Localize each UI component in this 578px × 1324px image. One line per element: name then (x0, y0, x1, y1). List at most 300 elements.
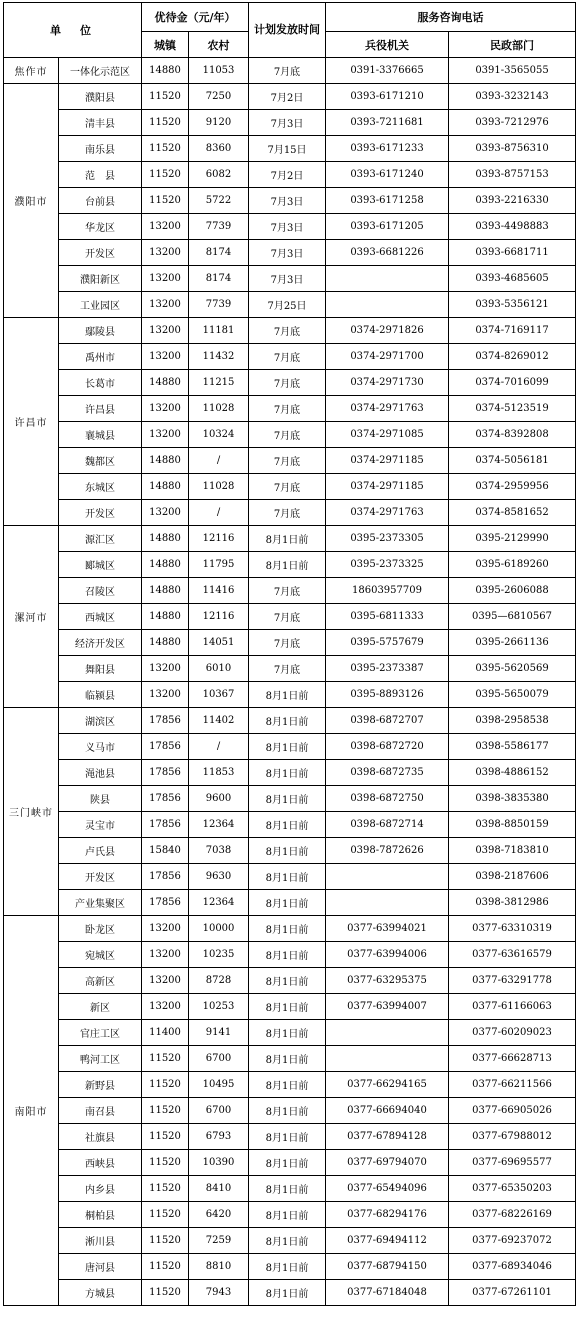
urban-allowance-cell: 11520 (142, 1280, 189, 1306)
district-cell: 经济开发区 (59, 630, 142, 656)
rural-allowance-cell: 11053 (189, 58, 249, 84)
rural-allowance-cell: 7038 (189, 838, 249, 864)
schedule-cell: 7月底 (249, 58, 326, 84)
district-cell: 宛城区 (59, 942, 142, 968)
table-row (4, 578, 576, 604)
district-cell: 开发区 (59, 864, 142, 890)
table-row (4, 1254, 576, 1280)
district-cell: 召陵区 (59, 578, 142, 604)
district-cell: 陕县 (59, 786, 142, 812)
military-phone-cell: 0398-7872626 (326, 838, 449, 864)
rural-allowance-cell: 11432 (189, 344, 249, 370)
rural-allowance-cell: 14051 (189, 630, 249, 656)
rural-allowance-cell: 11853 (189, 760, 249, 786)
urban-allowance-cell: 14880 (142, 552, 189, 578)
military-phone-cell (326, 864, 449, 890)
rural-allowance-cell: 11402 (189, 708, 249, 734)
urban-allowance-cell: 13200 (142, 994, 189, 1020)
urban-allowance-cell: 14880 (142, 578, 189, 604)
military-phone-cell: 0374-2971185 (326, 474, 449, 500)
schedule-cell: 7月3日 (249, 240, 326, 266)
district-cell: 湖滨区 (59, 708, 142, 734)
civil-phone-cell: 0393-4685605 (449, 266, 576, 292)
rural-allowance-cell: 7739 (189, 292, 249, 318)
rural-allowance-cell: 8410 (189, 1176, 249, 1202)
rural-allowance-cell: 9630 (189, 864, 249, 890)
city-cell: 许昌市 (4, 318, 59, 526)
table-row (4, 474, 576, 500)
schedule-cell: 8月1日前 (249, 864, 326, 890)
table-row (4, 422, 576, 448)
schedule-cell: 7月底 (249, 656, 326, 682)
military-phone-cell: 0377-69494112 (326, 1228, 449, 1254)
military-phone-cell: 0393-6171233 (326, 136, 449, 162)
civil-phone-cell: 0398-4886152 (449, 760, 576, 786)
military-phone-cell: 0398-6872735 (326, 760, 449, 786)
civil-phone-cell: 0374-5056181 (449, 448, 576, 474)
military-phone-cell: 0374-2971763 (326, 500, 449, 526)
military-phone-cell: 0377-66694040 (326, 1098, 449, 1124)
rural-allowance-cell: 11416 (189, 578, 249, 604)
civil-phone-cell: 0398-5586177 (449, 734, 576, 760)
rural-allowance-cell: 8360 (189, 136, 249, 162)
district-cell: 工业园区 (59, 292, 142, 318)
civil-phone-cell: 0395-5650079 (449, 682, 576, 708)
military-phone-cell: 0393-7211681 (326, 110, 449, 136)
civil-phone-cell: 0374-8581652 (449, 500, 576, 526)
civil-phone-cell: 0393-5356121 (449, 292, 576, 318)
military-phone-cell: 0377-63994006 (326, 942, 449, 968)
table-row (4, 292, 576, 318)
urban-allowance-cell: 11520 (142, 1254, 189, 1280)
urban-allowance-cell: 13200 (142, 656, 189, 682)
city-cell: 三门峡市 (4, 708, 59, 916)
civil-phone-cell: 0377-68226169 (449, 1202, 576, 1228)
district-cell: 高新区 (59, 968, 142, 994)
rural-header: 农村 (189, 32, 249, 58)
rural-allowance-cell: 7259 (189, 1228, 249, 1254)
rural-allowance-cell: / (189, 448, 249, 474)
table-row (4, 656, 576, 682)
unit-header: 单 位 (4, 3, 142, 58)
military-phone-cell: 0395-8893126 (326, 682, 449, 708)
urban-allowance-cell: 11520 (142, 1124, 189, 1150)
schedule-cell: 8月1日前 (249, 682, 326, 708)
urban-allowance-cell: 13200 (142, 916, 189, 942)
civil-phone-cell: 0393-8756310 (449, 136, 576, 162)
military-phone-cell: 0398-6872707 (326, 708, 449, 734)
civil-phone-cell: 0377-60209023 (449, 1020, 576, 1046)
district-cell: 台前县 (59, 188, 142, 214)
district-cell: 灵宝市 (59, 812, 142, 838)
rural-allowance-cell: 11181 (189, 318, 249, 344)
district-cell: 西城区 (59, 604, 142, 630)
table-row (4, 1202, 576, 1228)
rural-allowance-cell: 10000 (189, 916, 249, 942)
urban-allowance-cell: 13200 (142, 968, 189, 994)
schedule-cell: 8月1日前 (249, 968, 326, 994)
urban-allowance-cell: 11520 (142, 1228, 189, 1254)
rural-allowance-cell: 6700 (189, 1046, 249, 1072)
military-phone-cell: 0395-5757679 (326, 630, 449, 656)
urban-allowance-cell: 11520 (142, 1202, 189, 1228)
military-phone-cell: 0374-2971085 (326, 422, 449, 448)
table-body (4, 58, 576, 1306)
urban-allowance-cell: 13200 (142, 942, 189, 968)
urban-allowance-cell: 13200 (142, 682, 189, 708)
schedule-cell: 8月1日前 (249, 1020, 326, 1046)
military-phone-cell: 0377-63295375 (326, 968, 449, 994)
schedule-cell: 8月1日前 (249, 812, 326, 838)
civil-phone-cell: 0377-69237072 (449, 1228, 576, 1254)
district-cell: 华龙区 (59, 214, 142, 240)
district-cell: 一体化示范区 (59, 58, 142, 84)
table-row (4, 1176, 576, 1202)
military-phone-cell: 0395-2373325 (326, 552, 449, 578)
rural-allowance-cell: 9141 (189, 1020, 249, 1046)
urban-allowance-cell: 13200 (142, 396, 189, 422)
urban-allowance-cell: 13200 (142, 266, 189, 292)
city-cell: 南阳市 (4, 916, 59, 1306)
city-cell: 焦作市 (4, 58, 59, 84)
military-phone-cell: 0374-2971763 (326, 396, 449, 422)
table-row (4, 760, 576, 786)
urban-allowance-cell: 13200 (142, 240, 189, 266)
table-row (4, 942, 576, 968)
schedule-header: 计划发放时间 (249, 3, 326, 58)
district-cell: 官庄工区 (59, 1020, 142, 1046)
civil-phone-cell: 0377-66905026 (449, 1098, 576, 1124)
civil-phone-cell: 0398-8850159 (449, 812, 576, 838)
district-cell: 舞阳县 (59, 656, 142, 682)
urban-allowance-cell: 15840 (142, 838, 189, 864)
civil-phone-cell: 0398-2187606 (449, 864, 576, 890)
district-cell: 源汇区 (59, 526, 142, 552)
table-row (4, 1046, 576, 1072)
civil-phone-cell: 0377-67261101 (449, 1280, 576, 1306)
rural-allowance-cell: 8728 (189, 968, 249, 994)
schedule-cell: 8月1日前 (249, 1280, 326, 1306)
rural-allowance-cell: / (189, 734, 249, 760)
military-phone-cell: 0395-2373305 (326, 526, 449, 552)
table-row (4, 708, 576, 734)
urban-allowance-cell: 13200 (142, 292, 189, 318)
civil-phone-cell: 0395—6810567 (449, 604, 576, 630)
military-phone-cell: 0377-67184048 (326, 1280, 449, 1306)
table-row (4, 370, 576, 396)
table-row (4, 838, 576, 864)
district-cell: 南乐县 (59, 136, 142, 162)
schedule-cell: 7月底 (249, 318, 326, 344)
table-row (4, 1098, 576, 1124)
civil-phone-cell: 0395-2129990 (449, 526, 576, 552)
civil-phone-cell: 0398-2958538 (449, 708, 576, 734)
district-cell: 长葛市 (59, 370, 142, 396)
district-cell: 内乡县 (59, 1176, 142, 1202)
district-cell: 卧龙区 (59, 916, 142, 942)
urban-allowance-cell: 14880 (142, 630, 189, 656)
civil-phone-cell: 0391-3565055 (449, 58, 576, 84)
table-row (4, 448, 576, 474)
allowance-header: 优待金（元/年） (142, 3, 249, 32)
military-phone-cell (326, 1020, 449, 1046)
table-row (4, 58, 576, 84)
urban-allowance-cell: 17856 (142, 864, 189, 890)
schedule-cell: 7月底 (249, 422, 326, 448)
civil-phone-cell: 0374-7016099 (449, 370, 576, 396)
rural-allowance-cell: 9600 (189, 786, 249, 812)
table-row (4, 214, 576, 240)
rural-allowance-cell: 10367 (189, 682, 249, 708)
district-cell: 义马市 (59, 734, 142, 760)
military-phone-cell (326, 292, 449, 318)
urban-allowance-cell: 17856 (142, 812, 189, 838)
military-phone-cell: 0391-3376665 (326, 58, 449, 84)
district-cell: 濮阳县 (59, 84, 142, 110)
rural-allowance-cell: 10390 (189, 1150, 249, 1176)
district-cell: 卢氏县 (59, 838, 142, 864)
urban-allowance-cell: 17856 (142, 890, 189, 916)
rural-allowance-cell: 12364 (189, 890, 249, 916)
rural-allowance-cell: 6700 (189, 1098, 249, 1124)
civil-phone-cell: 0377-61166063 (449, 994, 576, 1020)
table-row (4, 968, 576, 994)
district-cell: 唐河县 (59, 1254, 142, 1280)
rural-allowance-cell: 6010 (189, 656, 249, 682)
schedule-cell: 7月底 (249, 474, 326, 500)
rural-allowance-cell: 11215 (189, 370, 249, 396)
military-phone-cell: 0377-63994021 (326, 916, 449, 942)
urban-allowance-cell: 11520 (142, 1072, 189, 1098)
rural-allowance-cell: / (189, 500, 249, 526)
military-phone-cell: 0393-6171240 (326, 162, 449, 188)
civil-phone-cell: 0377-67988012 (449, 1124, 576, 1150)
military-phone-cell (326, 1046, 449, 1072)
district-cell: 郾城区 (59, 552, 142, 578)
civil-phone-cell: 0377-66628713 (449, 1046, 576, 1072)
civil-phone-cell: 0398-3812986 (449, 890, 576, 916)
city-cell: 漯河市 (4, 526, 59, 708)
table-row (4, 110, 576, 136)
table-row (4, 916, 576, 942)
civil-affairs-header: 民政部门 (449, 32, 576, 58)
schedule-cell: 8月1日前 (249, 552, 326, 578)
military-phone-cell: 0398-6872714 (326, 812, 449, 838)
military-phone-cell: 18603957709 (326, 578, 449, 604)
military-office-header: 兵役机关 (326, 32, 449, 58)
table-row (4, 1280, 576, 1306)
table-row (4, 682, 576, 708)
service-phone-header: 服务咨询电话 (326, 3, 576, 32)
military-phone-cell: 0377-67894128 (326, 1124, 449, 1150)
district-cell: 禹州市 (59, 344, 142, 370)
table-row (4, 188, 576, 214)
schedule-cell: 7月底 (249, 500, 326, 526)
schedule-cell: 7月底 (249, 578, 326, 604)
rural-allowance-cell: 6082 (189, 162, 249, 188)
military-phone-cell: 0377-68294176 (326, 1202, 449, 1228)
table-row (4, 1228, 576, 1254)
schedule-cell: 8月1日前 (249, 916, 326, 942)
schedule-cell: 8月1日前 (249, 942, 326, 968)
civil-phone-cell: 0393-8757153 (449, 162, 576, 188)
rural-allowance-cell: 12116 (189, 526, 249, 552)
urban-allowance-cell: 11400 (142, 1020, 189, 1046)
district-cell: 鄢陵县 (59, 318, 142, 344)
urban-allowance-cell: 11520 (142, 136, 189, 162)
table-row (4, 812, 576, 838)
civil-phone-cell: 0374-7169117 (449, 318, 576, 344)
rural-allowance-cell: 9120 (189, 110, 249, 136)
military-phone-cell: 0377-66294165 (326, 1072, 449, 1098)
urban-allowance-cell: 14880 (142, 58, 189, 84)
urban-allowance-cell: 14880 (142, 526, 189, 552)
rural-allowance-cell: 7739 (189, 214, 249, 240)
table-row (4, 344, 576, 370)
urban-allowance-cell: 14880 (142, 604, 189, 630)
schedule-cell: 8月1日前 (249, 1176, 326, 1202)
civil-phone-cell: 0377-66211566 (449, 1072, 576, 1098)
district-cell: 范 县 (59, 162, 142, 188)
urban-allowance-cell: 11520 (142, 162, 189, 188)
civil-phone-cell: 0395-6189260 (449, 552, 576, 578)
military-phone-cell: 0393-6171258 (326, 188, 449, 214)
military-phone-cell: 0395-6811333 (326, 604, 449, 630)
civil-phone-cell: 0395-5620569 (449, 656, 576, 682)
rural-allowance-cell: 12364 (189, 812, 249, 838)
schedule-cell: 8月1日前 (249, 838, 326, 864)
civil-phone-cell: 0377-63616579 (449, 942, 576, 968)
rural-allowance-cell: 10495 (189, 1072, 249, 1098)
schedule-cell: 8月1日前 (249, 1202, 326, 1228)
schedule-cell: 8月1日前 (249, 526, 326, 552)
urban-allowance-cell: 13200 (142, 422, 189, 448)
district-cell: 社旗县 (59, 1124, 142, 1150)
rural-allowance-cell: 5722 (189, 188, 249, 214)
rural-allowance-cell: 8174 (189, 266, 249, 292)
table-row (4, 864, 576, 890)
rural-allowance-cell: 11795 (189, 552, 249, 578)
rural-allowance-cell: 6420 (189, 1202, 249, 1228)
civil-phone-cell: 0395-2606088 (449, 578, 576, 604)
district-cell: 鸭河工区 (59, 1046, 142, 1072)
schedule-cell: 8月1日前 (249, 734, 326, 760)
district-cell: 淅川县 (59, 1228, 142, 1254)
rural-allowance-cell: 10253 (189, 994, 249, 1020)
allowance-table (3, 2, 576, 1306)
district-cell: 许昌县 (59, 396, 142, 422)
table-row (4, 1150, 576, 1176)
urban-allowance-cell: 11520 (142, 1176, 189, 1202)
schedule-cell: 8月1日前 (249, 786, 326, 812)
military-phone-cell: 0393-6681226 (326, 240, 449, 266)
schedule-cell: 8月1日前 (249, 708, 326, 734)
civil-phone-cell: 0395-2661136 (449, 630, 576, 656)
table-header (4, 3, 576, 58)
civil-phone-cell: 0393-3232143 (449, 84, 576, 110)
civil-phone-cell: 0398-7183810 (449, 838, 576, 864)
civil-phone-cell: 0374-8392808 (449, 422, 576, 448)
table-row (4, 552, 576, 578)
military-phone-cell: 0374-2971185 (326, 448, 449, 474)
schedule-cell: 8月1日前 (249, 1072, 326, 1098)
rural-allowance-cell: 7250 (189, 84, 249, 110)
military-phone-cell: 0398-6872720 (326, 734, 449, 760)
urban-allowance-cell: 17856 (142, 760, 189, 786)
military-phone-cell: 0393-6171210 (326, 84, 449, 110)
schedule-cell: 7月2日 (249, 84, 326, 110)
urban-allowance-cell: 11520 (142, 1046, 189, 1072)
schedule-cell: 7月底 (249, 396, 326, 422)
table-row (4, 318, 576, 344)
urban-allowance-cell: 11520 (142, 188, 189, 214)
civil-phone-cell: 0393-2216330 (449, 188, 576, 214)
rural-allowance-cell: 8810 (189, 1254, 249, 1280)
schedule-cell: 8月1日前 (249, 1254, 326, 1280)
rural-allowance-cell: 11028 (189, 474, 249, 500)
table-row (4, 734, 576, 760)
table-row (4, 994, 576, 1020)
district-cell: 产业集聚区 (59, 890, 142, 916)
schedule-cell: 8月1日前 (249, 1098, 326, 1124)
urban-allowance-cell: 11520 (142, 1098, 189, 1124)
schedule-cell: 8月1日前 (249, 1124, 326, 1150)
civil-phone-cell: 0393-6681711 (449, 240, 576, 266)
urban-allowance-cell: 14880 (142, 448, 189, 474)
rural-allowance-cell: 8174 (189, 240, 249, 266)
urban-allowance-cell: 14880 (142, 370, 189, 396)
civil-phone-cell: 0377-65350203 (449, 1176, 576, 1202)
urban-allowance-cell: 17856 (142, 708, 189, 734)
schedule-cell: 7月3日 (249, 214, 326, 240)
urban-header: 城镇 (142, 32, 189, 58)
schedule-cell: 7月25日 (249, 292, 326, 318)
urban-allowance-cell: 17856 (142, 786, 189, 812)
civil-phone-cell: 0377-63310319 (449, 916, 576, 942)
district-cell: 新区 (59, 994, 142, 1020)
military-phone-cell (326, 890, 449, 916)
civil-phone-cell: 0398-3835380 (449, 786, 576, 812)
rural-allowance-cell: 7943 (189, 1280, 249, 1306)
district-cell: 西峡县 (59, 1150, 142, 1176)
rural-allowance-cell: 10235 (189, 942, 249, 968)
table-row (4, 240, 576, 266)
civil-phone-cell: 0374-5123519 (449, 396, 576, 422)
schedule-cell: 7月2日 (249, 162, 326, 188)
military-phone-cell (326, 266, 449, 292)
military-phone-cell: 0395-2373387 (326, 656, 449, 682)
schedule-cell: 8月1日前 (249, 890, 326, 916)
district-cell: 濮阳新区 (59, 266, 142, 292)
district-cell: 清丰县 (59, 110, 142, 136)
table-row (4, 162, 576, 188)
table-row (4, 786, 576, 812)
table-row (4, 1020, 576, 1046)
military-phone-cell: 0374-2971826 (326, 318, 449, 344)
urban-allowance-cell: 13200 (142, 214, 189, 240)
schedule-cell: 7月底 (249, 370, 326, 396)
district-cell: 渑池县 (59, 760, 142, 786)
table-row (4, 890, 576, 916)
rural-allowance-cell: 11028 (189, 396, 249, 422)
civil-phone-cell: 0393-7212976 (449, 110, 576, 136)
urban-allowance-cell: 11520 (142, 84, 189, 110)
district-cell: 临颍县 (59, 682, 142, 708)
rural-allowance-cell: 12116 (189, 604, 249, 630)
district-cell: 魏都区 (59, 448, 142, 474)
military-phone-cell: 0374-2971730 (326, 370, 449, 396)
table-row (4, 630, 576, 656)
